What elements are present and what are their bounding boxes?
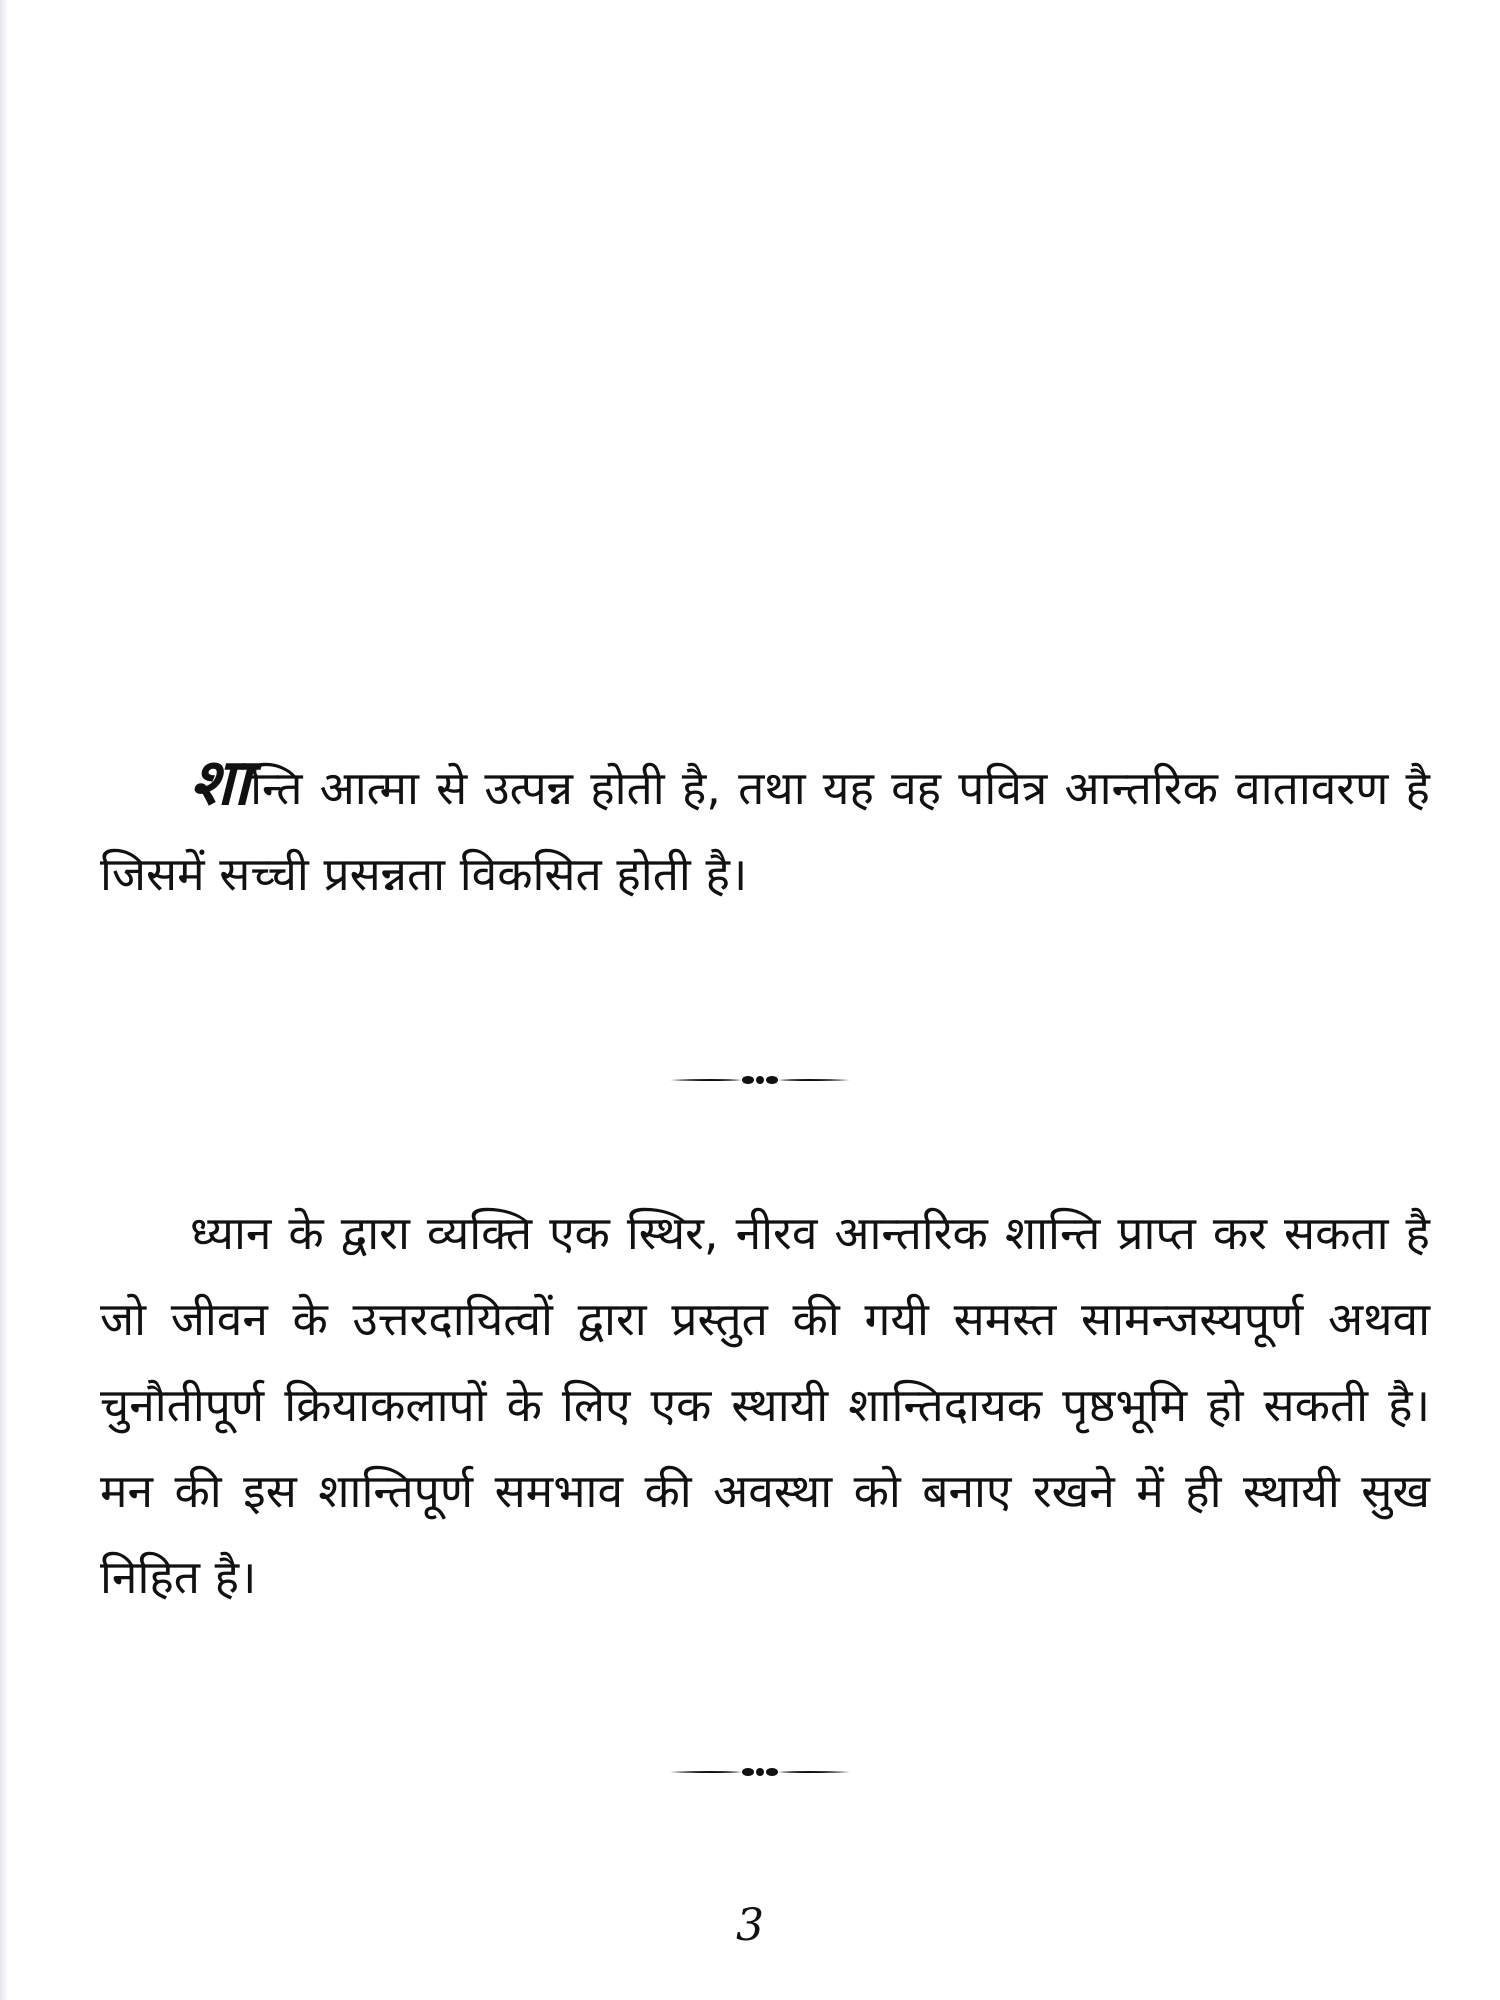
paragraph-2-text: ध्यान के द्वारा व्यक्ति एक स्थिर, नीरव आन्तरिक शान्ति प्राप्त कर सकता है जो जीवन के उत्तरदायित्वों द्वारा प्रस्तुत की गयी समस्त सामन्जस्यपूर्ण अथवा चुनौतीपूर्ण क्रियाकलापों के लिए एक स्थायी शान्तिदायक पृष्ठभूमि हो सकती है। मन की इस शान्तिपूर्ण समभाव की अवस्था को बनाए रखने में ही स्थायी सुख निहित है। bbox=[100, 1206, 1430, 1604]
page-edge-shadow bbox=[0, 0, 8, 2000]
paragraph-1 bbox=[100, 740, 1430, 917]
divider-ornament bbox=[670, 1760, 850, 1784]
divider-ornament bbox=[670, 1068, 850, 1092]
decorated-initial: शा bbox=[190, 745, 251, 820]
paragraph-1-text: न्ति आत्मा से उत्पन्न होती है, तथा यह वह पवित्र आन्तरिक वातावरण है जिसमें सच्ची प्रसन्नता विकसित होती है। bbox=[100, 761, 1430, 901]
page-number: 3 bbox=[736, 1900, 764, 1951]
paragraph-2 bbox=[100, 1190, 1430, 1620]
